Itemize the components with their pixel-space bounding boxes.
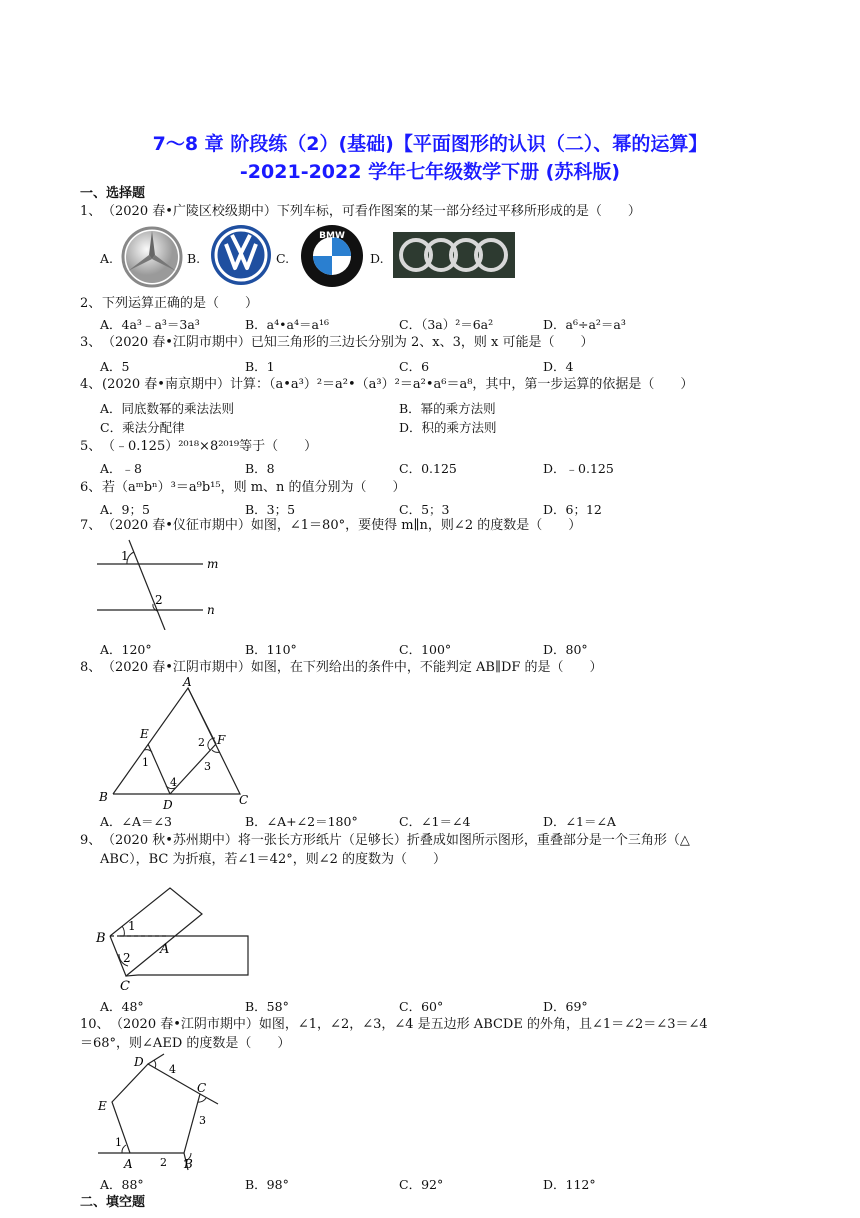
q10-option-b: B．98°	[245, 1177, 289, 1192]
q7-line-n-label: n	[207, 603, 215, 617]
q1-option-a: A.	[100, 251, 114, 266]
q2-number: 2、	[80, 296, 102, 311]
q7-text: （2020 春•仪征市期中）如图，∠1＝80°，要使得 m∥n，则∠2 的度数是（ ）	[102, 518, 582, 533]
q1-option-d: D.	[370, 251, 384, 266]
q8-number: 8、	[80, 660, 102, 675]
q8-option-a: A．∠A＝∠3	[100, 814, 172, 829]
q4-option-b: B．幂的乘方法则	[399, 401, 496, 416]
q10-option-c: C．92°	[399, 1177, 444, 1192]
q8-point-b: B	[99, 790, 108, 804]
q2-option-c: C．（3a）²＝6a²	[399, 317, 494, 332]
q10-angle-2: 2	[160, 1156, 167, 1169]
q8-angle-1: 1	[142, 756, 149, 769]
q9-angle-2: 2	[123, 951, 131, 965]
q9-text: （2020 秋•苏州期中）将一张长方形纸片（足够长）折叠成如图所示图形，重叠部分是一个三角形（△	[102, 833, 690, 848]
q7-option-c: C．100°	[399, 642, 452, 657]
q8-figure	[95, 676, 260, 811]
q7-option-b: B．110°	[245, 642, 297, 657]
q10-angle-4: 4	[169, 1063, 176, 1076]
q4-option-c: C．乘法分配律	[100, 420, 185, 435]
q9-angle-1: 1	[128, 919, 136, 933]
q5-number: 5、	[80, 439, 102, 454]
q6-option-b: B．3；5	[245, 502, 296, 517]
q7-number: 7、	[80, 518, 102, 533]
q9-option-a: A．48°	[100, 999, 144, 1014]
q4-option-a: A．同底数幂的乘法法则	[100, 401, 235, 416]
q8-option-c: C．∠1＝∠4	[399, 814, 471, 829]
q9-text-line-2: ABC），BC 为折痕，若∠1＝42°，则∠2 的度数为（ ）	[100, 852, 447, 867]
q6-text: 若（aᵐbⁿ）³＝a⁹b¹⁵，则 m、n 的值分别为（ ）	[102, 480, 406, 495]
q6-option-a: A．9；5	[100, 502, 150, 517]
q7-angle-1-label: 1	[121, 549, 129, 563]
q1-text: （2020 春•广陵区校级期中）下列车标，可看作图案的某一部分经过平移所形成的是（ ）	[102, 204, 641, 219]
q6-option-c: C．5；3	[399, 502, 450, 517]
q8-option-b: B．∠A+∠2＝180°	[245, 814, 358, 829]
q8-text: （2020 春•江阴市期中）如图，在下列给出的条件中，不能判定 AB∥DF 的是（ ）	[102, 660, 603, 675]
mercedes-logo	[120, 225, 184, 289]
q8-angle-3: 3	[204, 760, 211, 773]
q7-figure	[95, 538, 225, 630]
q3-option-b: B．1	[245, 359, 275, 374]
q9-point-c: C	[120, 979, 130, 992]
q8-point-f: F	[217, 733, 226, 747]
q1-option-c: C.	[276, 251, 290, 266]
q8-option-d: D．∠1＝∠A	[543, 814, 616, 829]
q2-option-a: A．4a³﹣a³＝3a³	[100, 317, 200, 332]
q9-option-d: D．69°	[543, 999, 588, 1014]
volkswagen-logo	[210, 224, 272, 286]
q10-point-e: E	[98, 1099, 107, 1113]
q5-option-b: B．8	[245, 461, 275, 476]
q10-figure	[92, 1052, 227, 1172]
q9-point-a: A	[160, 942, 170, 957]
q2-option-b: B．a⁴•a⁴＝a¹⁶	[245, 317, 329, 332]
q8-point-d: D	[163, 798, 173, 811]
title-line-1: 7～8 章 阶段练（2）(基础)【平面图形的认识（二）、幂的运算】	[152, 133, 708, 155]
q7-option-a: A．120°	[100, 642, 152, 657]
q9-point-b: B	[96, 931, 106, 946]
q10-number: 10、	[80, 1017, 110, 1032]
q9-option-b: B．58°	[245, 999, 289, 1014]
q10-text: （2020 春•江阴市期中）如图，∠1，∠2，∠3，∠4 是五边形 ABCDE 的外角，且∠1＝∠2＝∠3＝∠4	[110, 1017, 708, 1032]
bmw-logo	[300, 224, 364, 288]
q10-text-line-2: ＝68°，则∠AED 的度数是（ ）	[80, 1036, 291, 1051]
q8-point-c: C	[239, 793, 249, 807]
q2-option-d: D．a⁶÷a²＝a³	[543, 317, 626, 332]
q10-option-d: D．112°	[543, 1177, 596, 1192]
q3-text: （2020 春•江阴市期中）已知三角形的三边长分别为 2、x、3，则 x 可能是（ ）	[102, 335, 594, 350]
q4-option-d: D．积的乘方法则	[399, 420, 497, 435]
q10-point-a: A	[124, 1157, 133, 1171]
q6-option-d: D．6；12	[543, 502, 602, 517]
q9-option-c: C．60°	[399, 999, 444, 1014]
q7-line-m-label: m	[207, 557, 219, 571]
q9-number: 9、	[80, 833, 102, 848]
q10-point-d: D	[134, 1055, 144, 1069]
q2-text: 下列运算正确的是（ ）	[102, 296, 259, 311]
q8-angle-2: 2	[198, 736, 205, 749]
q10-angle-1: 1	[115, 1136, 122, 1149]
bmw-lettering: BMW	[319, 231, 345, 241]
q6-number: 6、	[80, 480, 102, 495]
title-line-2: -2021-2022 学年七年级数学下册 (苏科版)	[239, 161, 621, 183]
q4-number: 4、	[80, 377, 102, 392]
q10-point-b: B	[184, 1157, 193, 1171]
q5-option-a: A．﹣8	[100, 461, 142, 476]
q5-text: （﹣0.125）²⁰¹⁸×8²⁰¹⁹等于（ ）	[102, 439, 318, 454]
q3-option-a: A．5	[100, 359, 130, 374]
q3-number: 3、	[80, 335, 102, 350]
q7-angle-2-label: 2	[155, 593, 163, 607]
q9-figure	[92, 874, 257, 992]
q8-angle-4: 4	[170, 776, 177, 789]
q5-option-c: C．0.125	[399, 461, 457, 476]
audi-logo	[393, 232, 515, 278]
q10-point-c: C	[197, 1081, 207, 1095]
q5-option-d: D．﹣0.125	[543, 461, 614, 476]
q8-point-e: E	[140, 727, 149, 741]
q3-option-c: C．6	[399, 359, 430, 374]
q1-number: 1、	[80, 204, 102, 219]
q10-option-a: A．88°	[100, 1177, 144, 1192]
section-fill-heading: 二、填空题	[80, 1195, 146, 1210]
q8-point-a: A	[183, 676, 192, 689]
q1-option-b: B.	[187, 251, 201, 266]
section-choice-heading: 一、选择题	[80, 186, 146, 201]
q7-option-d: D．80°	[543, 642, 588, 657]
q10-angle-3: 3	[199, 1114, 206, 1127]
q3-option-d: D．4	[543, 359, 574, 374]
q4-text: (2020 春•南京期中）计算：（a•a³）²＝a²•（a³）²＝a²•a⁶＝a⁸，其中，第一步运算的依据是（ ）	[102, 377, 694, 392]
